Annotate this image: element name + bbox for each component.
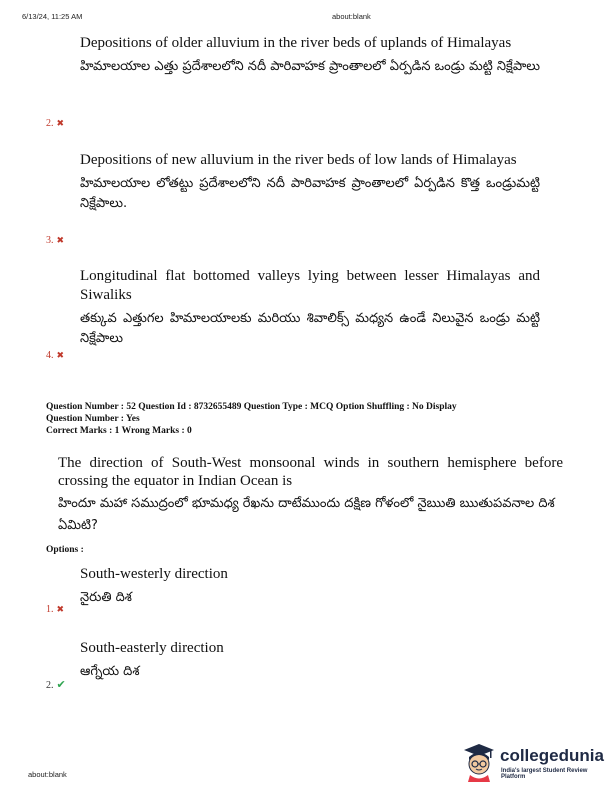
logo-tagline: India's largest Student Review Platform — [501, 768, 588, 780]
print-url-header: about:blank — [332, 12, 371, 21]
option-number — [46, 350, 64, 361]
mascot-icon — [460, 742, 498, 782]
option-number — [46, 118, 64, 129]
print-url-footer: about:blank — [28, 770, 67, 779]
meta-line-3: Correct Marks : 1 Wrong Marks : 0 — [46, 426, 192, 436]
question-text-te: హిందూ మహా సముద్రంలో భూమధ్య రేఖను దాటేముందు దక్షిణ గోళంలో నైఋతి ఋతుపవనాల దిశ ఏమిటి? — [58, 496, 555, 533]
option-number — [46, 235, 64, 246]
question-meta — [46, 401, 586, 437]
meta-line-1: Question Number : 52 Question Id : 8732655489 Question Type : MCQ Option Shuffling : No Display — [46, 402, 457, 412]
option-number-label: 1. — [46, 604, 54, 615]
option-text-te: హిమాలయాల ఎత్తు ప్రదేశాలలోని నదీ పారివాహక ప్రాంతాలలో ఏర్పడిన ఒండ్రు మట్టి నిక్షేపాలు — [80, 59, 540, 74]
option-text-te: హిమాలయాల లోతట్టు ప్రదేశాలలోని నదీ పారివాహక ప్రాంతాలలో ఏర్పడిన కొత్త ఒండ్రుమట్టి నిక్షేపాలు. — [80, 176, 540, 211]
print-datetime: 6/13/24, 11:25 AM — [22, 12, 83, 21]
wrong-icon: ✖ — [56, 119, 65, 129]
option-text-te: తక్కువ ఎత్తుగల హిమాలయాలకు మరియు శివాలిక్స్ మధ్యన ఉండే నిలువైన ఒండ్రు మట్టి నిక్షేపాలు — [80, 311, 540, 346]
collegedunia-logo — [460, 742, 610, 786]
option-number-label: 2. — [46, 680, 54, 691]
option-text-en: Depositions of new alluvium in the river beds of low lands of Himalayas — [80, 152, 517, 168]
correct-check-icon: ✔ — [56, 678, 66, 691]
option-number-label: 4. — [46, 350, 54, 361]
option-number — [46, 604, 64, 615]
option-number — [46, 678, 66, 691]
option-number-label: 2. — [46, 118, 54, 129]
option-text-en: South-easterly direction — [80, 640, 224, 656]
meta-line-2: Question Number : Yes — [46, 414, 140, 424]
wrong-icon: ✖ — [56, 605, 65, 615]
option-2-prev — [80, 34, 540, 77]
option-3-prev — [80, 151, 540, 214]
option-4-prev — [80, 267, 540, 349]
option-2 — [80, 639, 540, 682]
option-1 — [80, 565, 540, 608]
option-number-label: 3. — [46, 235, 54, 246]
logo-brand: collegedunia — [500, 746, 604, 765]
wrong-icon: ✖ — [56, 351, 65, 361]
question-body — [58, 454, 563, 537]
options-label: Options : — [46, 545, 84, 555]
option-text-en: South-westerly direction — [80, 566, 228, 582]
option-text-te: ఆగ్నేయ దిశ — [80, 664, 140, 679]
option-text-te: నైరుతి దిశ — [80, 590, 132, 605]
wrong-icon: ✖ — [56, 236, 65, 246]
option-text-en: Depositions of older alluvium in the river beds of uplands of Himalayas — [80, 35, 512, 51]
question-text-en: The direction of South-West monsoonal winds in southern hemisphere before crossing the equator in Indian Ocean is — [58, 455, 563, 489]
option-text-en: Longitudinal flat bottomed valleys lying between lesser Himalayas and Siwaliks — [80, 268, 540, 303]
